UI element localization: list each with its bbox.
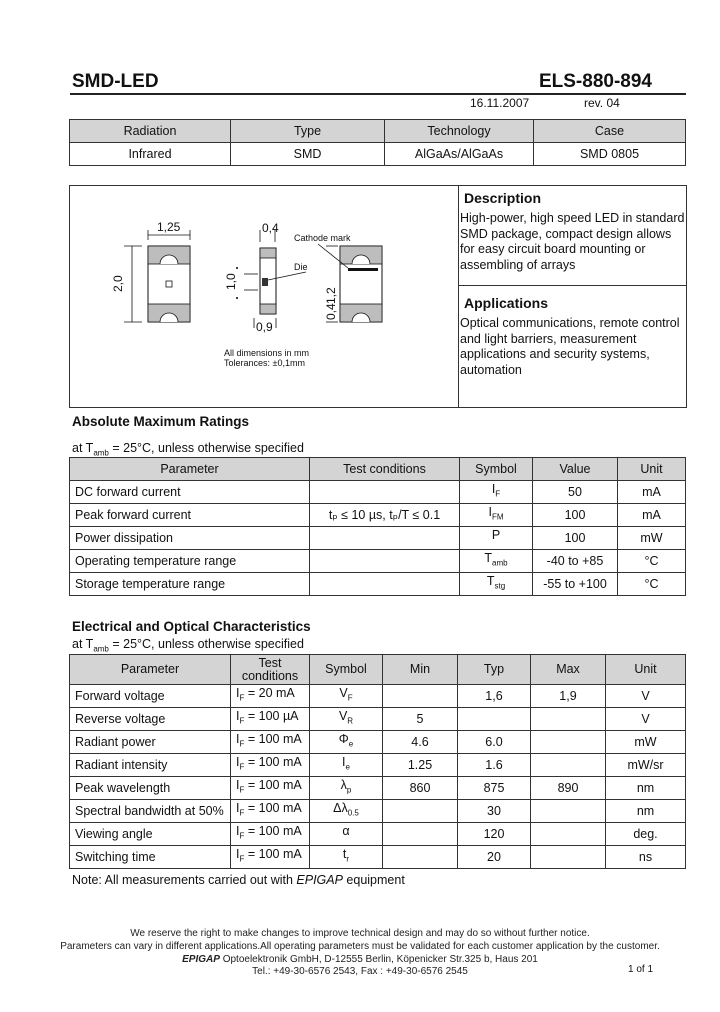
electrical-header-min: Min — [383, 655, 458, 685]
symbol-sub: 0.5 — [347, 808, 359, 818]
table-row — [70, 754, 686, 777]
test-value: = 100 mA — [244, 801, 302, 816]
footer-line-3 — [0, 954, 720, 965]
document-revision: rev. 04 — [584, 96, 620, 110]
test-value: = 20 mA — [244, 686, 295, 701]
symbol-main: Δλ — [333, 801, 348, 816]
test-value: = 100 mA — [244, 824, 302, 839]
symbol-cell — [460, 481, 533, 504]
unit-cell: mW/sr — [606, 754, 686, 777]
symbol-cell — [460, 504, 533, 527]
package-drawing — [70, 186, 458, 406]
min-cell — [383, 800, 458, 823]
value-cell: 50 — [533, 481, 618, 504]
symbol-main: V — [338, 709, 348, 724]
abs-max-header-row — [70, 458, 686, 481]
typ-cell: 20 — [458, 846, 531, 869]
test-value: = 100 mA — [244, 732, 302, 747]
symbol-sub: F — [347, 693, 353, 703]
symbol-main: T — [486, 574, 495, 589]
test-symbol: I — [236, 732, 240, 747]
test-symbol: I — [236, 824, 240, 839]
min-cell: 4.6 — [383, 731, 458, 754]
test-symbol: I — [236, 847, 240, 862]
summary-header-case: Case — [534, 120, 686, 143]
symbol-sub: stg — [494, 581, 506, 591]
test-sub: F — [239, 831, 245, 841]
abs-max-header-parameter: Parameter — [70, 458, 310, 481]
abs-max-condition-suffix: = 25°C, unless otherwise specified — [108, 441, 304, 455]
applications-heading: Applications — [464, 295, 549, 311]
symbol-main: T — [484, 551, 493, 566]
die-label: Die — [294, 262, 308, 272]
value-cell: 100 — [533, 504, 618, 527]
test-cell — [310, 527, 460, 550]
test-symbol: I — [236, 801, 240, 816]
abs-max-header-symbol: Symbol — [460, 458, 533, 481]
electrical-condition — [72, 637, 304, 654]
test-cell — [231, 708, 310, 731]
test-cell — [231, 823, 310, 846]
param-cell: Radiant intensity — [70, 754, 231, 777]
summary-table — [69, 119, 686, 166]
param-cell: Spectral bandwidth at 50% — [70, 800, 231, 823]
param-cell: Storage temperature range — [70, 573, 310, 596]
unit-cell: V — [606, 708, 686, 731]
min-cell: 860 — [383, 777, 458, 800]
symbol-cell — [310, 777, 383, 800]
test-sub: F — [239, 739, 245, 749]
symbol-main: Φ — [338, 732, 349, 747]
box-section-divider — [458, 285, 686, 286]
symbol-main: V — [339, 686, 348, 701]
symbol-cell — [310, 731, 383, 754]
typ-cell: 6.0 — [458, 731, 531, 754]
table-row — [70, 527, 686, 550]
min-cell — [383, 823, 458, 846]
max-cell — [531, 800, 606, 823]
unit-cell: ns — [606, 846, 686, 869]
test-symbol: I — [236, 778, 240, 793]
symbol-cell — [310, 846, 383, 869]
max-cell — [531, 754, 606, 777]
test-symbol: I — [236, 709, 240, 724]
electrical-header-test: Test conditions — [231, 655, 310, 685]
max-cell — [531, 846, 606, 869]
table-row — [70, 481, 686, 504]
electrical-header-parameter: Parameter — [70, 655, 231, 685]
test-cell — [231, 777, 310, 800]
electrical-condition-sub: amb — [93, 644, 109, 654]
test-sub: F — [239, 693, 245, 703]
unit-cell: °C — [618, 550, 686, 573]
description-heading: Description — [464, 190, 542, 206]
symbol-cell — [460, 573, 533, 596]
symbol-cell — [460, 527, 533, 550]
test-cell — [310, 481, 460, 504]
symbol-sub: r — [346, 854, 350, 864]
table-row — [70, 846, 686, 869]
unit-cell: mA — [618, 481, 686, 504]
dim-right-b-label: 0,4 — [324, 303, 338, 320]
summary-radiation: Infrared — [70, 143, 231, 166]
applications-text: Optical communications, remote control and light barriers, measurement applications and security systems, automation — [460, 316, 680, 377]
symbol-cell — [310, 823, 383, 846]
symbol-sub: amb — [492, 558, 508, 568]
symbol-cell — [310, 685, 383, 708]
typ-cell: 120 — [458, 823, 531, 846]
unit-cell: mW — [606, 731, 686, 754]
value-cell: 100 — [533, 527, 618, 550]
symbol-main: P — [491, 528, 501, 543]
dim-side-bottom-label: 0,9 — [256, 320, 273, 334]
description-text: High-power, high speed LED in standard SMD package, compact design allows for easy circuit board mounting or assembling of arrays — [460, 211, 685, 272]
summary-header-technology: Technology — [385, 120, 534, 143]
table-row — [70, 708, 686, 731]
max-cell — [531, 731, 606, 754]
param-cell: Switching time — [70, 846, 231, 869]
table-row — [70, 504, 686, 527]
param-cell: Forward voltage — [70, 685, 231, 708]
typ-cell: 875 — [458, 777, 531, 800]
test-cell — [231, 731, 310, 754]
table-row — [70, 823, 686, 846]
test-cell — [310, 550, 460, 573]
param-cell: Peak wavelength — [70, 777, 231, 800]
symbol-sub: e — [345, 762, 350, 772]
test-sub: F — [239, 854, 245, 864]
summary-value-row — [70, 143, 686, 166]
summary-case: SMD 0805 — [534, 143, 686, 166]
typ-cell: 1,6 — [458, 685, 531, 708]
electrical-condition-suffix: = 25°C, unless otherwise specified — [108, 637, 304, 651]
param-cell: Operating temperature range — [70, 550, 310, 573]
param-cell: Power dissipation — [70, 527, 310, 550]
test-sub: F — [239, 808, 245, 818]
electrical-header-unit: Unit — [606, 655, 686, 685]
symbol-main: λ — [340, 778, 347, 793]
test-value: = 100 mA — [244, 847, 302, 862]
unit-cell: V — [606, 685, 686, 708]
abs-max-condition — [72, 441, 304, 458]
table-row — [70, 685, 686, 708]
typ-cell: 30 — [458, 800, 531, 823]
param-cell: DC forward current — [70, 481, 310, 504]
unit-cell: mW — [618, 527, 686, 550]
title-rule — [70, 93, 686, 95]
value-cell: -40 to +85 — [533, 550, 618, 573]
symbol-main: I — [491, 482, 496, 497]
footer-line-4: Tel.: +49-30-6576 2543, Fax : +49-30-6576 2545 — [252, 966, 468, 977]
summary-header-type: Type — [231, 120, 385, 143]
unit-cell: mA — [618, 504, 686, 527]
dim-side-mid-label: 1,0 — [224, 273, 238, 290]
test-sub: F — [239, 762, 245, 772]
test-sub: F — [239, 716, 245, 726]
dim-right-a-label: 1,2 — [324, 287, 338, 304]
symbol-cell — [310, 800, 383, 823]
test-symbol: I — [236, 755, 240, 770]
abs-max-table — [69, 457, 686, 596]
test-cell — [231, 754, 310, 777]
footer-line-1: We reserve the right to make changes to improve technical design and may do so without further notice. — [130, 928, 590, 939]
unit-cell: deg. — [606, 823, 686, 846]
symbol-cell — [310, 754, 383, 777]
param-cell: Radiant power — [70, 731, 231, 754]
symbol-main: I — [488, 505, 492, 520]
note-suffix: equipment — [342, 873, 405, 887]
max-cell — [531, 823, 606, 846]
electrical-condition-prefix: at T — [72, 637, 94, 651]
min-cell — [383, 685, 458, 708]
max-cell: 1,9 — [531, 685, 606, 708]
min-cell: 1.25 — [383, 754, 458, 777]
abs-max-condition-prefix: at T — [72, 441, 94, 455]
right-view — [268, 233, 382, 322]
electrical-table — [69, 654, 686, 869]
note-prefix: Note: All measurements carried out with — [72, 873, 297, 887]
min-cell — [383, 846, 458, 869]
summary-technology: AlGaAs/AlGaAs — [385, 143, 534, 166]
max-cell — [531, 708, 606, 731]
test-symbol: I — [236, 686, 240, 701]
dimension-note-line2: Tolerances: ±0,1mm — [224, 358, 305, 368]
unit-cell: nm — [606, 777, 686, 800]
abs-max-header-value: Value — [533, 458, 618, 481]
param-cell: Peak forward current — [70, 504, 310, 527]
test-cell — [231, 846, 310, 869]
abs-max-header-unit: Unit — [618, 458, 686, 481]
max-cell: 890 — [531, 777, 606, 800]
symbol-main: α — [342, 824, 350, 839]
dim-height-label: 2,0 — [111, 275, 125, 292]
electrical-header-row — [70, 655, 686, 685]
document-date: 16.11.2007 — [470, 96, 530, 110]
unit-cell: nm — [606, 800, 686, 823]
electrical-header-symbol: Symbol — [310, 655, 383, 685]
box-divider — [458, 185, 459, 408]
test-value: = 100 µA — [244, 709, 299, 724]
min-cell: 5 — [383, 708, 458, 731]
abs-max-condition-sub: amb — [93, 448, 109, 458]
footer-brand: EPIGAP — [182, 954, 220, 965]
page-number: 1 of 1 — [628, 964, 654, 975]
summary-type: SMD — [231, 143, 385, 166]
test-cell: tₚ ≤ 10 µs, tₚ/T ≤ 0.1 — [310, 504, 460, 527]
dimension-note-line1: All dimensions in mm — [224, 348, 310, 358]
side-view — [224, 221, 279, 334]
electrical-header-typ: Typ — [458, 655, 531, 685]
measurement-note — [72, 873, 405, 887]
footer-address: Optoelektronik GmbH, D-12555 Berlin, Köpenicker Str.325 b, Haus 201 — [219, 954, 538, 965]
unit-cell: °C — [618, 573, 686, 596]
part-number-title: ELS-880-894 — [538, 71, 652, 92]
test-sub: F — [239, 785, 245, 795]
abs-max-heading: Absolute Maximum Ratings — [72, 414, 250, 429]
value-cell: -55 to +100 — [533, 573, 618, 596]
cathode-mark-label: Cathode mark — [294, 233, 351, 243]
table-row — [70, 800, 686, 823]
summary-header-row — [70, 120, 686, 143]
dim-width-label: 1,25 — [157, 220, 181, 234]
electrical-header-max: Max — [531, 655, 606, 685]
test-value: = 100 mA — [244, 778, 302, 793]
symbol-main: I — [342, 755, 346, 770]
top-view — [111, 220, 190, 322]
symbol-sub: FM — [491, 512, 504, 522]
electrical-heading: Electrical and Optical Characteristics — [72, 619, 311, 634]
param-cell: Viewing angle — [70, 823, 231, 846]
typ-cell — [458, 708, 531, 731]
abs-max-header-test: Test conditions — [310, 458, 460, 481]
test-cell — [231, 685, 310, 708]
symbol-main: t — [342, 847, 347, 862]
table-row — [70, 550, 686, 573]
table-row — [70, 777, 686, 800]
param-cell: Reverse voltage — [70, 708, 231, 731]
table-row — [70, 731, 686, 754]
test-cell — [231, 800, 310, 823]
symbol-sub: R — [347, 716, 354, 726]
typ-cell: 1.6 — [458, 754, 531, 777]
symbol-cell — [460, 550, 533, 573]
summary-header-radiation: Radiation — [70, 120, 231, 143]
dim-side-top-label: 0,4 — [262, 221, 279, 235]
table-row — [70, 573, 686, 596]
symbol-sub: e — [348, 739, 354, 749]
product-line-title: SMD-LED — [72, 71, 159, 92]
test-value: = 100 mA — [244, 755, 302, 770]
symbol-cell — [310, 708, 383, 731]
footer-line-2: Parameters can vary in different applications.All operating parameters must be validated for each customer application by the customer. — [60, 941, 660, 952]
test-cell — [310, 573, 460, 596]
note-brand: EPIGAP — [296, 873, 343, 887]
symbol-sub: p — [346, 785, 352, 795]
symbol-sub: F — [495, 489, 501, 499]
